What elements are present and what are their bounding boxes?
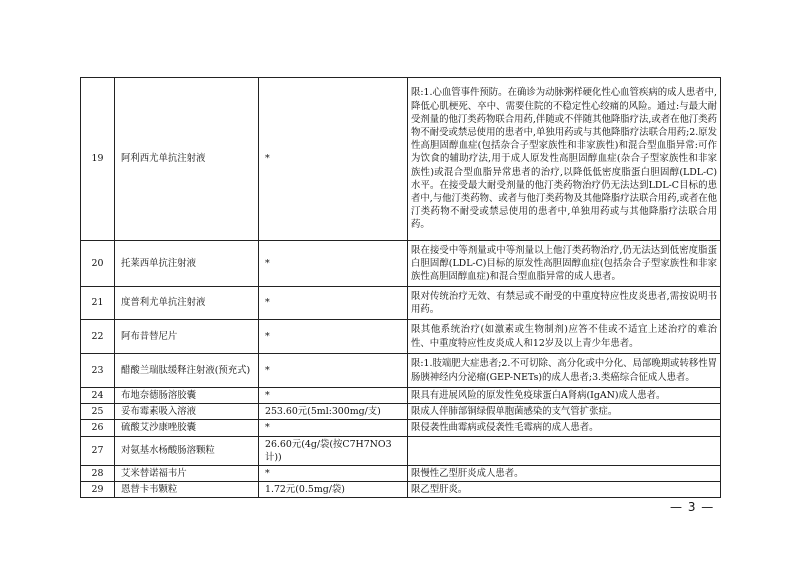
page-number: — 3 — (670, 500, 715, 514)
drug-restriction (408, 436, 721, 465)
drug-name: 阿布昔替尼片 (115, 320, 259, 354)
drug-restriction: 限对传统治疗无效、有禁忌或不耐受的中重度特应性皮炎患者,需按说明书用药。 (408, 287, 721, 320)
drug-name: 阿利西尤单抗注射液 (115, 78, 259, 241)
drug-name: 布地奈德肠溶胶囊 (115, 388, 259, 404)
drug-restriction: 限慢性乙型肝炎成人患者。 (408, 466, 721, 482)
drug-name: 妥布霉素吸入溶液 (115, 404, 259, 420)
drug-name: 对氨基水杨酸肠溶颗粒 (115, 436, 259, 465)
table-row (81, 320, 721, 354)
drug-restriction: 限:1.心血管事件预防。在确诊为动脉粥样硬化性心血管疾病的成人患者中,降低心肌梗死、卒中、需要住院的不稳定性心绞痛的风险。通过:与最大耐受剂量的他汀类药物联合用药,伴随或不伴随其他降脂疗法,或者在他汀类药物不耐受或禁忌使用的患者中,单独用药或与其他降脂疗法联合用药;2.原发性高胆固醇血症(包括杂合子型家族性和非家族性)和混合型血脂异常:可作为饮食的辅助疗法,用于成人原发性高胆固醇血症(杂合子型家族性和非家族性)或混合型血脂异常患者的治疗,以降低低密度脂蛋白胆固醇(LDL-C)水平。在接受最大耐受剂量的他汀类药物治疗仍无法达到LDL-C目标的患者中,与他汀类药物、或者与他汀类药物及其他降脂疗法联合用药,或者在他汀类药物不耐受或禁忌使用的患者中,单独用药或与其他降脂疗法联合用药。 (408, 78, 721, 241)
table-row (81, 241, 721, 287)
table-row (81, 354, 721, 388)
drug-price: * (259, 354, 408, 388)
table-row (81, 420, 721, 436)
row-number: 20 (81, 241, 115, 287)
drug-restriction: 限乙型肝炎。 (408, 482, 721, 498)
drug-name: 硫酸艾沙康唑胶囊 (115, 420, 259, 436)
drug-price: 26.60元(4g/袋(按C7H7NO3计)) (259, 436, 408, 465)
drug-restriction: 限具有进展风险的原发性免疫球蛋白A肾病(IgAN)成人患者。 (408, 388, 721, 404)
drug-name: 恩替卡韦颗粒 (115, 482, 259, 498)
drug-name: 艾米替诺福韦片 (115, 466, 259, 482)
drug-price: * (259, 78, 408, 241)
drug-name: 度普利尤单抗注射液 (115, 287, 259, 320)
row-number: 19 (81, 78, 115, 241)
drug-price: 1.72元(0.5mg/袋) (259, 482, 408, 498)
row-number: 24 (81, 388, 115, 404)
drug-restriction: 限在接受中等剂量或中等剂量以上他汀类药物治疗,仍无法达到低密度脂蛋白胆固醇(LDL-C)目标的原发性高胆固醇血症(包括杂合子型家族性和非家族性高胆固醇血症)和混合型血脂异常的成人患者。 (408, 241, 721, 287)
drug-name: 托莱西单抗注射液 (115, 241, 259, 287)
row-number: 28 (81, 466, 115, 482)
drug-restriction: 限成人伴肺部铜绿假单胞菌感染的支气管扩张症。 (408, 404, 721, 420)
drug-price: * (259, 241, 408, 287)
row-number: 22 (81, 320, 115, 354)
table-row (81, 404, 721, 420)
row-number: 25 (81, 404, 115, 420)
drug-list-table (80, 77, 721, 498)
drug-price: * (259, 320, 408, 354)
row-number: 26 (81, 420, 115, 436)
drug-restriction: 限侵袭性曲霉病或侵袭性毛霉病的成人患者。 (408, 420, 721, 436)
table-row (81, 466, 721, 482)
table-row (81, 436, 721, 465)
drug-price: * (259, 466, 408, 482)
drug-restriction: 限其他系统治疗(如激素或生物制剂)应答不佳或不适宜上述治疗的难治性、中重度特应性皮炎成人和12岁及以上青少年患者。 (408, 320, 721, 354)
table-row (81, 482, 721, 498)
drug-price: 253.60元(5ml:300mg/支) (259, 404, 408, 420)
drug-price: * (259, 420, 408, 436)
table-row (81, 78, 721, 241)
row-number: 29 (81, 482, 115, 498)
row-number: 23 (81, 354, 115, 388)
drug-name: 醋酸兰瑞肽缓释注射液(预充式) (115, 354, 259, 388)
drug-price: * (259, 287, 408, 320)
row-number: 27 (81, 436, 115, 465)
table-row (81, 388, 721, 404)
table-row (81, 287, 721, 320)
row-number: 21 (81, 287, 115, 320)
drug-restriction: 限:1.肢端肥大症患者;2.不可切除、高分化或中分化、局部晚期或转移性胃肠胰神经内分泌瘤(GEP-NETs)的成人患者;3.类癌综合征成人患者。 (408, 354, 721, 388)
drug-price: * (259, 388, 408, 404)
